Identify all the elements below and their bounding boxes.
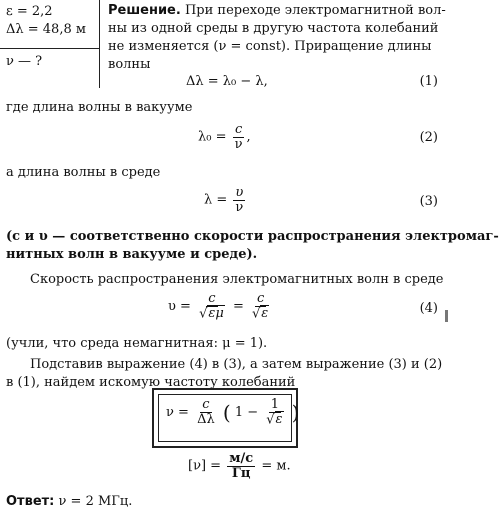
final-formula-denominator: Δλ [197, 411, 215, 427]
given-epsilon: ε = 2,2 [6, 4, 53, 19]
equation-1-number: (1) [419, 74, 438, 89]
equation-4-radicand-2: ε [261, 305, 269, 321]
given-delta-lambda: Δλ = 48,8 м [6, 22, 86, 37]
solution-line-1 [108, 3, 446, 18]
final-formula-fraction-2 [264, 398, 285, 427]
equation-4 [168, 292, 273, 321]
units-lhs: [ν] = [188, 458, 222, 474]
text-substitution-1: Подставив выражение (4) в (3), а затем выражение (3) и (2) [30, 357, 443, 372]
equation-2-lhs: λ₀ = [198, 129, 227, 145]
equation-1: Δλ = λ₀ − λ, [186, 74, 268, 89]
final-formula-fraction [195, 398, 217, 426]
equation-2 [198, 123, 251, 151]
final-formula-paren-open: ( [222, 400, 231, 425]
text-medium: а длина волны в среде [6, 165, 161, 180]
given-vertical-divider [99, 0, 100, 88]
equation-4-number: (4) [419, 301, 438, 316]
given-divider [0, 48, 99, 49]
find-nu: ν — ? [6, 54, 43, 69]
equation-3-denominator: ν [235, 199, 244, 215]
text-speed: Скорость распространения электромагнитных волн в среде [30, 272, 444, 287]
final-formula-numerator: c [202, 397, 210, 413]
units-numerator: м/с [229, 451, 254, 466]
equation-2-denominator: ν [234, 136, 243, 152]
equation-4-denominator-1: √εμ [199, 305, 224, 321]
equation-2-fraction [233, 123, 245, 151]
note-line-2: нитных волн в вакууме и среде). [6, 247, 258, 262]
note-line-1: (c и υ — соответственно скорости распространения электромаг- [6, 229, 499, 244]
final-formula-paren-close: ) [291, 400, 300, 425]
equation-4-numerator-2: c [257, 291, 265, 306]
final-formula [166, 398, 299, 427]
final-formula-lhs: ν = [166, 404, 189, 420]
equation-3-fraction [233, 186, 245, 214]
equation-4-radicand-1: εμ [208, 305, 224, 321]
solution-line-2: ны из одной среды в другую частота колебаний [108, 21, 439, 36]
margin-mark [445, 310, 448, 322]
equation-3 [204, 186, 247, 214]
equation-2-number: (2) [419, 130, 438, 145]
solution-line-3: не изменяется (ν = const). Приращение длины [108, 39, 432, 54]
final-formula-numerator-2: 1 [270, 397, 280, 412]
text-substitution-2: в (1), найдем искомую частоту колебаний [6, 375, 296, 390]
equation-3-numerator: υ [235, 185, 244, 200]
equation-2-comma: , [246, 129, 251, 145]
text-vacuum: где длина волны в вакууме [6, 100, 193, 115]
equation-4-lhs: υ = [168, 298, 191, 314]
solution-text-1: При переходе электромагнитной вол- [184, 3, 446, 18]
solution-heading: Решение. [108, 3, 181, 18]
answer-line [6, 494, 132, 509]
text-mu: (учли, что среда немагнитная: μ = 1). [6, 336, 268, 351]
equation-4-numerator-1: c [208, 291, 216, 306]
final-formula-denominator-2: √ε [266, 411, 283, 427]
units-rhs: = м. [261, 458, 291, 474]
solution-line-4: волны [108, 57, 151, 72]
equation-4-fraction-1 [197, 292, 227, 321]
units-check [188, 452, 291, 480]
final-formula-one-minus: 1 − [234, 404, 259, 420]
units-fraction [227, 452, 255, 480]
equation-4-equals: = [232, 298, 244, 314]
answer-value: ν = 2 МГц. [58, 494, 133, 509]
units-denominator: Гц [231, 465, 251, 481]
equation-3-lhs: λ = [204, 192, 228, 208]
equation-2-numerator: c [234, 122, 243, 137]
answer-label: Ответ: [6, 494, 55, 509]
equation-4-fraction-2 [250, 292, 271, 321]
equation-4-denominator-2: √ε [252, 305, 269, 321]
final-formula-radicand: ε [275, 411, 283, 427]
equation-3-number: (3) [419, 194, 438, 209]
